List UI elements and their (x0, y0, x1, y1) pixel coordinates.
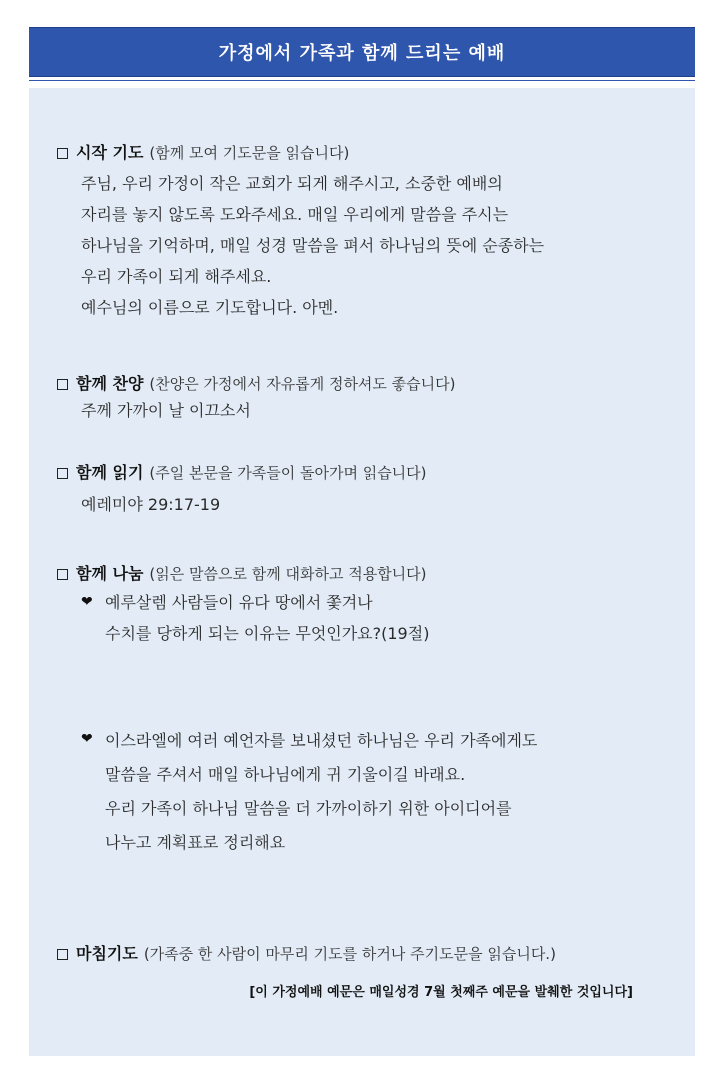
page-title: 가정에서 가족과 함께 드리는 예배 (218, 43, 506, 64)
bullet-line: 우리 가족이 하나님 말씀을 더 가까이하기 위한 아이디어를 (105, 799, 512, 818)
section-sharing (57, 563, 677, 860)
section-opening-prayer (57, 142, 677, 323)
bullet-line: 나누고 계획표로 정리해요 (105, 833, 286, 852)
section-title: 시작 기도 (76, 143, 144, 162)
checkbox-icon (57, 569, 68, 580)
section-heading (57, 373, 677, 395)
section-title: 마침기도 (76, 944, 138, 963)
footer-note: [이 가정예배 예문은 매일성경 7월 첫째주 예문을 발췌한 것입니다] (249, 985, 633, 1000)
section-heading (57, 943, 677, 965)
section-heading (57, 142, 677, 164)
section-heading (57, 462, 677, 484)
section-title: 함께 찬양 (76, 374, 144, 393)
section-closing-prayer (57, 943, 677, 965)
section-note: (읽은 말씀으로 함께 대화하고 적용합니다) (149, 565, 427, 583)
content-panel (29, 88, 695, 1056)
heart-icon: ❤ (81, 594, 93, 610)
bullet-line: 예루살렘 사람들이 유다 땅에서 쫓겨나 (105, 593, 373, 612)
body-line: 주님, 우리 가정이 작은 교회가 되게 해주시고, 소중한 예배의 (81, 174, 503, 193)
section-praise (57, 373, 677, 426)
section-note: (함께 모여 기도문을 읽습니다) (149, 144, 350, 162)
section-note: (찬양은 가정에서 자유롭게 정하셔도 좋습니다) (149, 375, 456, 393)
body-line: 우리 가족이 되게 해주세요. (81, 267, 272, 286)
body-line: 하나님을 기억하며, 매일 성경 말씀을 펴서 하나님의 뜻에 순종하는 (81, 236, 545, 255)
checkbox-icon (57, 468, 68, 479)
checkbox-icon (57, 949, 68, 960)
body-line: 주께 가까이 날 이끄소서 (81, 401, 251, 420)
body-line: 자리를 놓지 않도록 도와주세요. 매일 우리에게 말씀을 주시는 (81, 205, 509, 224)
heart-icon: ❤ (81, 731, 93, 747)
body-line: 예수님의 이름으로 기도합니다. 아멘. (81, 298, 339, 317)
checkbox-icon (57, 148, 68, 159)
body-line: 예레미야 29:17-19 (81, 495, 221, 514)
bullet-line: 말씀을 주셔서 매일 하나님에게 귀 기울이길 바래요. (105, 765, 466, 784)
checkbox-icon (57, 379, 68, 390)
list-item (57, 587, 677, 649)
title-bar (29, 27, 695, 77)
bullet-line: 이스라엘에 여러 예언자를 보내셨던 하나님은 우리 가족에게도 (105, 731, 538, 750)
bullet-line: 수치를 당하게 되는 이유는 무엇인가요?(19절) (105, 624, 430, 643)
section-reading (57, 462, 677, 520)
list-item (57, 724, 677, 860)
section-note: (주일 본문을 가족들이 돌아가며 읽습니다) (149, 464, 427, 482)
section-title: 함께 읽기 (76, 463, 144, 482)
section-heading (57, 563, 677, 585)
section-note: (가족중 한 사람이 마무리 기도를 하거나 주기도문을 읽습니다.) (143, 945, 556, 963)
section-title: 함께 나눔 (76, 564, 144, 583)
